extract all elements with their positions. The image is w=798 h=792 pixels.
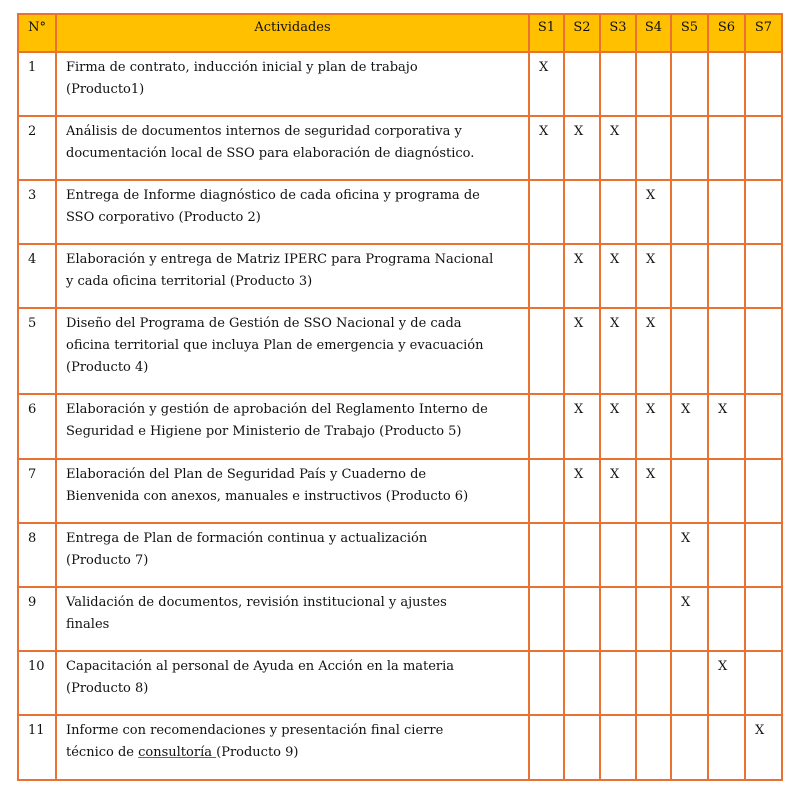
week-cell-s3 <box>600 116 636 180</box>
table-row <box>18 459 782 523</box>
activity-cell <box>56 394 529 459</box>
week-cell-s1 <box>529 459 564 523</box>
scheduled-mark: X <box>574 124 584 139</box>
scheduled-mark: X <box>755 723 765 738</box>
week-cell-s3 <box>600 394 636 459</box>
week-cell-s2 <box>564 523 600 587</box>
week-cell-s3 <box>600 651 636 715</box>
week-cell-s6 <box>708 180 745 244</box>
header-week-6: S6 <box>708 14 745 52</box>
week-cell-s1 <box>529 180 564 244</box>
header-activities: Actividades <box>56 14 529 52</box>
scheduled-mark: X <box>610 467 620 482</box>
week-cell-s2 <box>564 459 600 523</box>
week-cell-s7 <box>745 651 782 715</box>
activity-text-line: Elaboración del Plan de Seguridad País y Cuaderno de <box>66 467 427 482</box>
row-number: 2 <box>18 116 56 180</box>
week-cell-s1 <box>529 587 564 651</box>
activity-text-line: (Producto 8) <box>66 681 149 696</box>
week-cell-s5 <box>671 244 708 308</box>
week-cell-s4 <box>636 52 671 116</box>
row-number: 6 <box>18 394 56 459</box>
week-cell-s5 <box>671 308 708 394</box>
week-cell-s2 <box>564 116 600 180</box>
week-cell-s3 <box>600 180 636 244</box>
week-cell-s7 <box>745 180 782 244</box>
activity-text-line: Entrega de Informe diagnóstico de cada oficina y programa de <box>66 188 480 203</box>
activity-cell <box>56 180 529 244</box>
header-week-7: S7 <box>745 14 782 52</box>
week-cell-s4 <box>636 523 671 587</box>
week-cell-s7 <box>745 523 782 587</box>
week-cell-s6 <box>708 308 745 394</box>
activity-cell <box>56 52 529 116</box>
table-row <box>18 116 782 180</box>
week-cell-s4 <box>636 244 671 308</box>
week-cell-s5 <box>671 52 708 116</box>
week-cell-s4 <box>636 180 671 244</box>
row-number: 7 <box>18 459 56 523</box>
week-cell-s5 <box>671 587 708 651</box>
week-cell-s3 <box>600 52 636 116</box>
week-cell-s3 <box>600 523 636 587</box>
activity-text-line: Capacitación al personal de Ayuda en Acción en la materia <box>66 659 455 674</box>
activity-text-line: Entrega de Plan de formación continua y actualización <box>66 531 428 546</box>
week-cell-s5 <box>671 715 708 780</box>
scheduled-mark: X <box>574 252 584 267</box>
week-cell-s2 <box>564 651 600 715</box>
table-row <box>18 394 782 459</box>
week-cell-s1 <box>529 715 564 780</box>
header-week-5: S5 <box>671 14 708 52</box>
week-cell-s6 <box>708 651 745 715</box>
week-cell-s4 <box>636 394 671 459</box>
activity-schedule-table <box>17 13 783 781</box>
activity-text-line: Elaboración y gestión de aprobación del Reglamento Interno de <box>66 402 488 417</box>
activity-text-line: técnico de consultoría (Producto 9) <box>66 745 299 760</box>
scheduled-mark: X <box>574 316 584 331</box>
activity-text-line: Validación de documentos, revisión institucional y ajustes <box>66 595 447 610</box>
activity-text-line: Elaboración y entrega de Matriz IPERC para Programa Nacional <box>66 252 494 267</box>
week-cell-s4 <box>636 116 671 180</box>
header-week-2: S2 <box>564 14 600 52</box>
activity-text-line: Informe con recomendaciones y presentación final cierre <box>66 723 444 738</box>
week-cell-s5 <box>671 523 708 587</box>
activity-text-line: (Producto 7) <box>66 553 149 568</box>
week-cell-s1 <box>529 651 564 715</box>
row-number: 1 <box>18 52 56 116</box>
row-number: 9 <box>18 587 56 651</box>
week-cell-s7 <box>745 116 782 180</box>
week-cell-s1 <box>529 394 564 459</box>
scheduled-mark: X <box>681 402 691 417</box>
week-cell-s4 <box>636 715 671 780</box>
activity-text-line: oficina territorial que incluya Plan de emergencia y evacuación <box>66 338 484 353</box>
activity-text-line: finales <box>66 617 110 632</box>
row-number: 5 <box>18 308 56 394</box>
table-row <box>18 244 782 308</box>
scheduled-mark: X <box>574 402 584 417</box>
row-number: 3 <box>18 180 56 244</box>
table-row <box>18 180 782 244</box>
header-number: N° <box>18 14 56 52</box>
scheduled-mark: X <box>610 124 620 139</box>
week-cell-s6 <box>708 52 745 116</box>
scheduled-mark: X <box>718 402 728 417</box>
table-row <box>18 715 782 780</box>
week-cell-s7 <box>745 308 782 394</box>
week-cell-s7 <box>745 52 782 116</box>
week-cell-s1 <box>529 52 564 116</box>
row-number: 10 <box>18 651 56 715</box>
week-cell-s4 <box>636 651 671 715</box>
week-cell-s1 <box>529 116 564 180</box>
activity-text-line: SSO corporativo (Producto 2) <box>66 210 261 225</box>
activity-text-line: (Producto1) <box>66 82 145 97</box>
activity-cell <box>56 116 529 180</box>
activity-text-line: Seguridad e Higiene por Ministerio de Trabajo (Producto 5) <box>66 424 462 439</box>
week-cell-s1 <box>529 523 564 587</box>
activity-cell <box>56 651 529 715</box>
row-number: 4 <box>18 244 56 308</box>
activity-text-line: y cada oficina territorial (Producto 3) <box>66 274 313 289</box>
scheduled-mark: X <box>539 124 549 139</box>
week-cell-s3 <box>600 587 636 651</box>
activity-text-line: Firma de contrato, inducción inicial y plan de trabajo <box>66 60 418 75</box>
scheduled-mark: X <box>610 402 620 417</box>
scheduled-mark: X <box>646 252 656 267</box>
week-cell-s3 <box>600 308 636 394</box>
activity-cell <box>56 715 529 780</box>
week-cell-s5 <box>671 651 708 715</box>
activity-text-line: (Producto 4) <box>66 360 149 375</box>
week-cell-s2 <box>564 52 600 116</box>
activity-text-line: Bienvenida con anexos, manuales e instructivos (Producto 6) <box>66 489 469 504</box>
week-cell-s7 <box>745 394 782 459</box>
scheduled-mark: X <box>718 659 728 674</box>
week-cell-s2 <box>564 587 600 651</box>
scheduled-mark: X <box>681 531 691 546</box>
header-week-3: S3 <box>600 14 636 52</box>
week-cell-s2 <box>564 394 600 459</box>
week-cell-s5 <box>671 180 708 244</box>
week-cell-s7 <box>745 459 782 523</box>
week-cell-s5 <box>671 394 708 459</box>
table-row <box>18 651 782 715</box>
week-cell-s2 <box>564 180 600 244</box>
scheduled-mark: X <box>681 595 691 610</box>
header-week-1: S1 <box>529 14 564 52</box>
week-cell-s7 <box>745 715 782 780</box>
table-row <box>18 587 782 651</box>
scheduled-mark: X <box>539 60 549 75</box>
scheduled-mark: X <box>574 467 584 482</box>
week-cell-s2 <box>564 308 600 394</box>
week-cell-s1 <box>529 308 564 394</box>
activity-text-line: Análisis de documentos internos de seguridad corporativa y <box>66 124 462 139</box>
scheduled-mark: X <box>646 467 656 482</box>
table-row <box>18 308 782 394</box>
row-number: 8 <box>18 523 56 587</box>
week-cell-s5 <box>671 116 708 180</box>
activity-cell <box>56 244 529 308</box>
week-cell-s6 <box>708 587 745 651</box>
table-row <box>18 52 782 116</box>
activity-cell <box>56 459 529 523</box>
activity-cell <box>56 308 529 394</box>
scheduled-mark: X <box>610 252 620 267</box>
header-row <box>18 14 782 52</box>
week-cell-s3 <box>600 715 636 780</box>
week-cell-s4 <box>636 459 671 523</box>
activity-cell <box>56 587 529 651</box>
week-cell-s7 <box>745 244 782 308</box>
table-row <box>18 523 782 587</box>
week-cell-s1 <box>529 244 564 308</box>
week-cell-s6 <box>708 523 745 587</box>
week-cell-s6 <box>708 244 745 308</box>
header-week-4: S4 <box>636 14 671 52</box>
week-cell-s5 <box>671 459 708 523</box>
week-cell-s6 <box>708 394 745 459</box>
week-cell-s7 <box>745 587 782 651</box>
week-cell-s4 <box>636 308 671 394</box>
row-number: 11 <box>18 715 56 780</box>
scheduled-mark: X <box>646 402 656 417</box>
week-cell-s3 <box>600 244 636 308</box>
week-cell-s2 <box>564 715 600 780</box>
scheduled-mark: X <box>646 316 656 331</box>
activity-text-line: documentación local de SSO para elaboración de diagnóstico. <box>66 146 475 161</box>
scheduled-mark: X <box>646 188 656 203</box>
activity-cell <box>56 523 529 587</box>
week-cell-s6 <box>708 715 745 780</box>
activity-text-line: Diseño del Programa de Gestión de SSO Nacional y de cada <box>66 316 462 331</box>
week-cell-s4 <box>636 587 671 651</box>
week-cell-s6 <box>708 459 745 523</box>
week-cell-s3 <box>600 459 636 523</box>
week-cell-s2 <box>564 244 600 308</box>
week-cell-s6 <box>708 116 745 180</box>
spellcheck-underlined-word: consultoría <box>138 745 217 760</box>
scheduled-mark: X <box>610 316 620 331</box>
